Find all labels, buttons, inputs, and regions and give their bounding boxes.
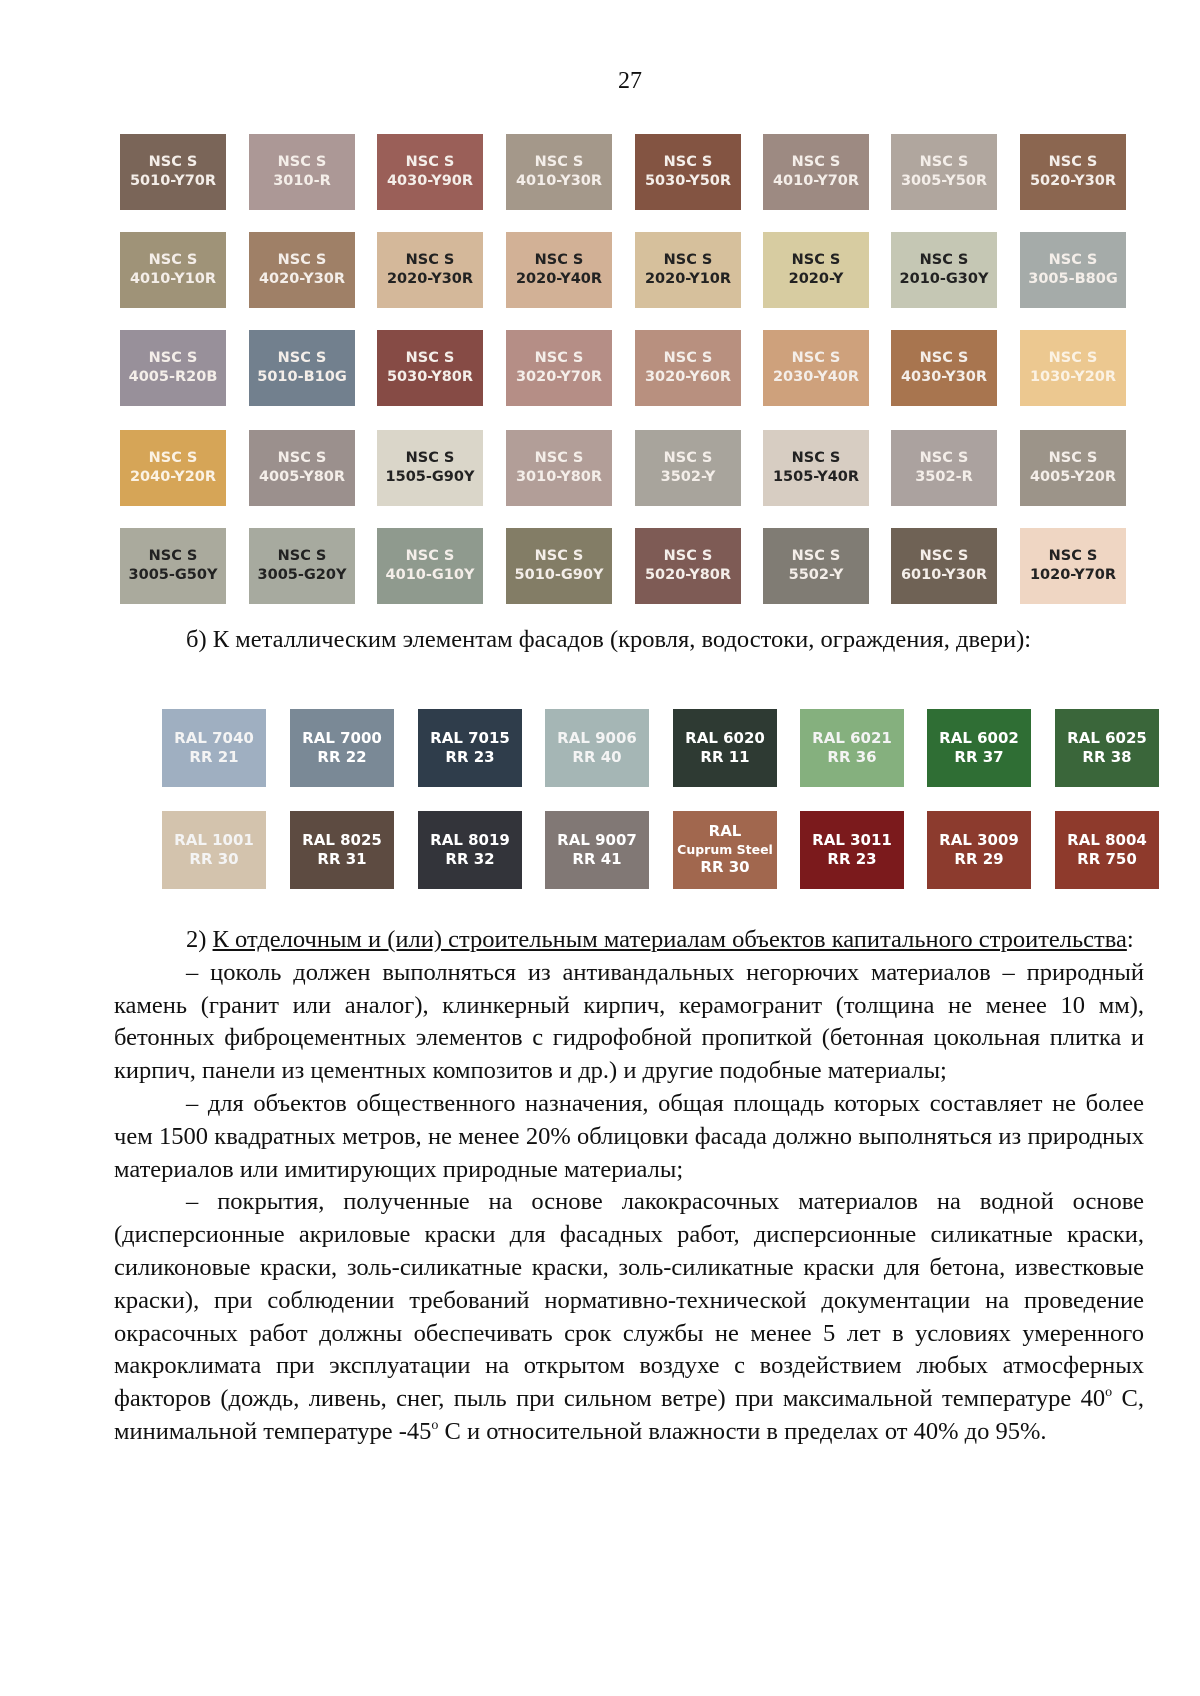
swatch-label: RR 36 [827,748,877,766]
bullet-3-text-part3: С и относительной влажности в пределах от 40% до 95%. [438,1417,1047,1445]
nsc-color-swatch [377,330,483,406]
swatch-label: NSC S [663,252,713,269]
swatch-label: 5502-Y [788,567,844,583]
swatch-label: 1030-Y20R [1029,369,1117,385]
swatch-label: 4005-Y80R [258,469,346,485]
nsc-color-swatch [377,134,483,210]
swatch-label: NSC S [791,450,841,467]
swatch-label: 4005-Y20R [1029,469,1117,485]
swatch-label: NSC S [534,252,584,269]
swatch-label: 3005-Y50R [900,173,988,189]
swatch-label: RR 31 [317,850,367,868]
swatch-label: RR 40 [572,748,622,766]
swatch-label: 3502-R [915,469,973,485]
swatch-label: NSC S [534,154,584,171]
swatch-label: 4020-Y30R [258,271,346,287]
nsc-color-swatch [891,134,997,210]
page-number: 27 [618,68,642,94]
swatch-label: NSC S [919,350,969,367]
swatch-label: RR 30 [700,858,750,877]
swatch-label: 5010-B10G [257,369,347,385]
swatch-label: RAL 8025 [302,830,382,849]
nsc-color-swatch [506,528,612,604]
swatch-label: NSC S [534,450,584,467]
swatch-label: 3020-Y60R [644,369,732,385]
swatch-label: RAL 6021 [812,728,892,747]
swatch-label: 5010-G90Y [514,567,604,583]
nsc-color-swatch [891,430,997,506]
degree-mark: o [1105,1385,1113,1401]
swatch-label: RR 38 [1082,748,1132,766]
ral-color-swatch [927,811,1031,889]
swatch-label: RAL 1001 [174,830,254,849]
swatch-label: NSC S [405,154,455,171]
swatch-label: NSC S [919,450,969,467]
bullet-dash: – [186,1188,199,1216]
swatch-label: 6010-Y30R [900,567,988,583]
nsc-color-swatch [1020,134,1126,210]
swatch-label: RAL 9007 [557,830,637,849]
swatch-label: 2020-Y40R [515,271,603,287]
intro-b-text: б) К металлическим элементам фасадов (кровля, водостоки, ограждения, двери): [186,626,1032,653]
swatch-label: RAL 7015 [430,728,510,747]
section-2 [114,924,1144,1449]
swatch-label: RR 41 [572,850,622,868]
swatch-label: RR 37 [954,748,1004,766]
swatch-label: 5020-Y30R [1029,173,1117,189]
nsc-color-swatch [1020,430,1126,506]
swatch-label: 4005-R20B [128,369,218,385]
section-2-colon: : [1126,926,1134,953]
swatch-label: 1505-G90Y [385,469,475,485]
swatch-label: 1505-Y40R [772,469,860,485]
swatch-label: 5030-Y80R [386,369,474,385]
swatch-label: RR 21 [189,748,239,766]
swatch-label: NSC S [534,350,584,367]
swatch-label: 3005-G20Y [257,567,347,583]
nsc-color-swatch [120,430,226,506]
swatch-label: NSC S [405,350,455,367]
ral-color-swatch [1055,709,1159,787]
swatch-label: 2010-G30Y [899,271,989,287]
swatch-label: 3010-Y80R [515,469,603,485]
ral-color-swatch [673,709,777,787]
swatch-label: RAL [708,822,742,841]
swatch-label: 5010-Y70R [129,173,217,189]
swatch-label: 2020-Y [788,271,844,287]
swatch-label: NSC S [663,450,713,467]
bullet-1 [114,957,1144,1088]
swatch-label: NSC S [919,154,969,171]
ral-color-swatch [800,709,904,787]
ral-color-swatch [418,709,522,787]
swatch-label: 3005-B80G [1028,271,1118,287]
swatch-label: NSC S [405,548,455,565]
swatch-label: NSC S [919,548,969,565]
nsc-color-swatch [249,430,355,506]
swatch-label: 5020-Y80R [644,567,732,583]
section-2-number: 2) [186,926,213,953]
swatch-label: NSC S [791,252,841,269]
nsc-color-swatch [635,528,741,604]
swatch-label: NSC S [1048,252,1098,269]
nsc-color-swatch [120,134,226,210]
bullet-2-text: для объектов общественного назначения, общая площадь которых составляет не более чем 1500 квадратных метров, не менее 20% облицовки фасада должно выполняться из природных материалов или имитирующих природные материалы; [114,1089,1145,1183]
swatch-label: 2030-Y40R [772,369,860,385]
nsc-color-swatch [506,430,612,506]
swatch-label: NSC S [791,154,841,171]
swatch-label: NSC S [663,350,713,367]
ral-color-swatch [927,709,1031,787]
ral-color-swatch [418,811,522,889]
ral-color-swatch [545,811,649,889]
swatch-label: 2040-Y20R [129,469,217,485]
bullet-1-text: цоколь должен выполняться из антивандальных негорючих материалов – природный камень (гранит или аналог), клинкерный кирпич, керамогранит (толщина не менее 10 мм), бетонных фиброцементных элементов с гидрофобной пропиткой (бетонная цокольная плитка и кирпич, панели из цементных композитов и др.) и другие подобные материалы; [114,958,1144,1085]
swatch-label: RAL 9006 [557,728,637,747]
nsc-color-swatch [120,232,226,308]
swatch-label: NSC S [277,154,327,171]
swatch-label: 4030-Y30R [900,369,988,385]
swatch-label: 3020-Y70R [515,369,603,385]
ral-color-swatch [673,811,777,889]
swatch-label: NSC S [148,450,198,467]
swatch-label: 4010-Y30R [515,173,603,189]
swatch-label: RR 11 [700,748,750,766]
nsc-color-swatch [120,330,226,406]
swatch-label: 4010-G10Y [385,567,475,583]
swatch-label: 4010-Y70R [772,173,860,189]
swatch-label: RR 750 [1077,850,1137,868]
swatch-label: 4030-Y90R [386,173,474,189]
swatch-label: RAL 8004 [1067,830,1147,849]
swatch-label: NSC S [277,450,327,467]
swatch-label: RAL 8019 [430,830,510,849]
swatch-label: 3010-R [273,173,331,189]
swatch-label: RR 30 [189,850,239,868]
nsc-color-swatch [891,528,997,604]
nsc-color-swatch [120,528,226,604]
swatch-label: NSC S [919,252,969,269]
swatch-label: RAL 3011 [812,830,892,849]
swatch-label: NSC S [405,252,455,269]
swatch-label: NSC S [1048,450,1098,467]
ral-color-swatch [162,811,266,889]
nsc-color-swatch [891,330,997,406]
swatch-label: RAL 6020 [685,728,765,747]
swatch-label: NSC S [1048,350,1098,367]
bullet-3 [114,1186,1144,1448]
bullet-2 [114,1088,1144,1186]
swatch-label: NSC S [1048,154,1098,171]
swatch-label: NSC S [277,252,327,269]
nsc-color-swatch [249,134,355,210]
swatch-label: RR 29 [954,850,1004,868]
ral-color-swatch [1055,811,1159,889]
swatch-label: NSC S [791,350,841,367]
swatch-label: NSC S [148,154,198,171]
nsc-color-swatch [506,330,612,406]
nsc-color-swatch [377,232,483,308]
bullet-dash: – [186,958,199,986]
swatch-label: RR 23 [827,850,877,868]
section-2-heading [114,924,1144,957]
swatch-label: NSC S [148,548,198,565]
swatch-label: NSC S [148,252,198,269]
bullet-3-text-part2: С, минимальной температуре -45 [114,1385,1144,1445]
swatch-label: NSC S [277,548,327,565]
swatch-label: NSC S [277,350,327,367]
swatch-label: 1020-Y70R [1029,567,1117,583]
nsc-color-swatch [1020,232,1126,308]
nsc-color-swatch [249,330,355,406]
nsc-color-swatch [377,430,483,506]
swatch-label: NSC S [663,548,713,565]
nsc-color-swatch [506,232,612,308]
swatch-label: Cuprum Steel [677,841,773,857]
nsc-color-swatch [763,528,869,604]
swatch-label: 5030-Y50R [644,173,732,189]
swatch-label: NSC S [663,154,713,171]
nsc-color-swatch [506,134,612,210]
swatch-label: NSC S [534,548,584,565]
nsc-color-swatch [635,232,741,308]
nsc-color-swatch [763,430,869,506]
ral-color-swatch [162,709,266,787]
nsc-color-swatch [635,330,741,406]
ral-color-swatch [545,709,649,787]
degree-mark: o [431,1417,439,1433]
nsc-color-swatch [763,232,869,308]
swatch-label: RR 23 [445,748,495,766]
nsc-color-swatch [891,232,997,308]
bullet-dash: – [186,1089,199,1117]
swatch-label: RR 32 [445,850,495,868]
swatch-label: NSC S [148,350,198,367]
swatch-label: RAL 7000 [302,728,382,747]
nsc-color-swatch [249,232,355,308]
swatch-label: 4010-Y10R [129,271,217,287]
bullet-3-text-part1: покрытия, полученные на основе лакокрасочных материалов на водной основе (дисперсионные акриловые краски для фасадных работ, дисперсионные силикатные краски, силиконовые краски, золь-силикатные краски, золь-силикатные краски для бетона, известковые краски), при соблюдении требований нормативно-технической документации на проведение окрасочных работ должны обеспечивать срок службы не менее 5 лет в условиях умеренного макроклимата при эксплуатации на открытом воздухе с воздействием любых атмосферных факторов (дождь, ливень, снег, пыль при сильном ветре) при максимальной температуре 40 [114,1188,1144,1413]
swatch-label: 3005-G50Y [128,567,218,583]
nsc-color-swatch [635,430,741,506]
ral-color-swatch [290,811,394,889]
swatch-label: 3502-Y [660,469,716,485]
swatch-label: RAL 7040 [174,728,254,747]
nsc-color-swatch [377,528,483,604]
swatch-label: NSC S [1048,548,1098,565]
nsc-color-swatch [763,134,869,210]
nsc-color-swatch [249,528,355,604]
intro-paragraph-b [114,624,1144,657]
swatch-label: RAL 3009 [939,830,1019,849]
swatch-label: RR 22 [317,748,367,766]
nsc-color-swatch [763,330,869,406]
swatch-label: NSC S [791,548,841,565]
swatch-label: RAL 6025 [1067,728,1147,747]
swatch-label: NSC S [405,450,455,467]
swatch-label: RAL 6002 [939,728,1019,747]
ral-color-swatch [290,709,394,787]
section-2-title: К отделочным и (или) строительным материалам объектов капитального строительства [212,926,1127,953]
nsc-color-swatch [635,134,741,210]
nsc-color-swatch [1020,330,1126,406]
ral-color-swatch [800,811,904,889]
swatch-label: 2020-Y30R [386,271,474,287]
nsc-color-swatch [1020,528,1126,604]
swatch-label: 2020-Y10R [644,271,732,287]
